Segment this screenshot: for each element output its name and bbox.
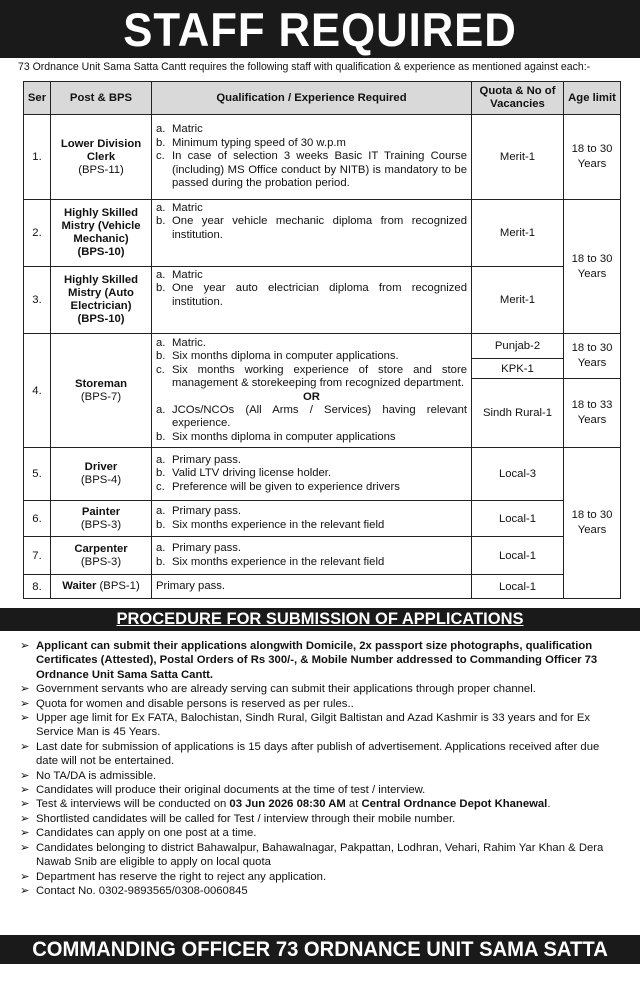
col-header-quota: Quota & No of Vacancies: [472, 82, 564, 115]
col-header-qualification: Qualification / Experience Required: [152, 82, 472, 115]
qual-letter: a.: [156, 542, 166, 555]
qual-text: JCOs/NCOs (All Arms / Services) having relevant experience.: [172, 403, 467, 430]
qual-letter: a.: [156, 202, 166, 214]
qual-letter: b.: [156, 215, 166, 228]
row-qualification: Primary pass.: [152, 575, 472, 599]
qual-text: Six months experience in the relevant field: [172, 518, 385, 531]
footer-title: COMMANDING OFFICER 73 ORDNANCE UNIT SAMA SATTA CANTT: [32, 937, 608, 986]
qual-letter: b.: [156, 350, 166, 363]
qual-letter: a.: [156, 123, 166, 136]
post-title: Lower Division Clerk: [60, 137, 142, 163]
page-title: STAFF REQUIRED: [123, 3, 517, 56]
qual-letter: b.: [156, 555, 166, 568]
table-row: [24, 537, 621, 575]
row-age-limit: 18 to 30 Years: [564, 115, 621, 200]
row-serial: 1.: [24, 115, 51, 200]
table-row: [24, 448, 621, 501]
table-row: [24, 115, 621, 200]
qual-text: Six months experience in the relevant field: [172, 555, 385, 568]
post-title: Waiter: [62, 580, 97, 592]
list-item-test-schedule: ➢ Test & interviews will be conducted on 03 Jun 2026 08:30 AM at Central Ordnance Depot Khanewal.: [20, 798, 551, 811]
row-serial: 8.: [24, 575, 51, 599]
arrow-bullet-icon: ➢: [20, 798, 30, 811]
row-post: [51, 200, 152, 267]
intro-text: 73 Ordnance Unit Sama Satta Cantt requires the following staff with qualification & experience as mentioned against each:-: [18, 61, 591, 73]
table-row: [24, 575, 621, 599]
table-row: [24, 267, 621, 334]
row-qualification: [152, 115, 472, 200]
post-bps: (BPS-4): [80, 474, 122, 486]
row-post: [51, 448, 152, 501]
row-quota: Local-1: [472, 537, 564, 575]
list-item: ➢ Candidates will produce their original documents at the time of test / interview.: [20, 784, 426, 797]
post-bps: (BPS-11): [78, 163, 124, 176]
row-post: [51, 115, 152, 200]
arrow-bullet-icon: ➢: [20, 640, 30, 652]
staff-table: [23, 81, 621, 599]
qual-letter: a.: [156, 269, 166, 281]
list-item: ➢ Department has reserve the right to reject any application.: [20, 870, 327, 883]
quota-punjab: Punjab-2: [472, 334, 564, 359]
list-item: ➢ No TA/DA is admissible.: [20, 769, 157, 782]
qual-text: Matric: [172, 269, 203, 281]
arrow-bullet-icon: ➢: [20, 870, 30, 883]
row-qualification: [152, 267, 472, 334]
list-item: ➢ Shortlisted candidates will be called for Test / interview through their mobile number.: [20, 812, 456, 825]
arrow-bullet-icon: ➢: [20, 769, 30, 782]
list-item: ➢ Applicant can submit their applications alongwith Domicile, 2x passport size photographs, qualification Certificates (Attested), Postal Orders of Rs 300/-, & Mobile Number addressed to Commanding Officer 73 Ordnance Unit Sama Satta Cantt.: [20, 640, 598, 681]
quota-sindh-rural: Sindh Rural-1: [472, 379, 564, 448]
procedure-title: PROCEDURE FOR SUBMISSION OF APPLICATIONS: [116, 610, 524, 628]
list-item-contact: ➢ Contact No. 0302-9893565/0308-0060845: [20, 884, 248, 897]
row-serial: 5.: [24, 448, 51, 501]
test-date: 03 Jun 2026 08:30 AM: [229, 798, 346, 811]
qual-letter: b.: [156, 136, 166, 149]
col-header-age: Age limit: [564, 82, 621, 115]
row-age-limit: 18 to 30 Years: [564, 334, 621, 379]
row-quota: Local-3: [472, 448, 564, 501]
arrow-bullet-icon: ➢: [20, 683, 30, 696]
arrow-bullet-icon: ➢: [20, 812, 30, 825]
row-serial: 4.: [24, 334, 51, 448]
arrow-bullet-icon: ➢: [20, 740, 30, 753]
post-title: Highly Skilled Mistry (Auto Electrician): [63, 274, 139, 312]
post-title: Storeman: [74, 377, 128, 390]
qual-letter: b.: [156, 518, 166, 531]
procedure-list: [20, 639, 624, 898]
qual-letter: c.: [156, 363, 165, 376]
row-post: [51, 537, 152, 575]
qual-text: Preference will be given to experience drivers: [172, 480, 400, 493]
row-quota: Merit-1: [472, 200, 564, 267]
qual-text: In case of selection 3 weeks Basic IT Training Course (including) MS Office conduct by NITB) is mandatory to be passed during the probation period.: [172, 150, 467, 190]
post-title: Painter: [81, 505, 121, 518]
qual-text: Primary pass.: [172, 505, 242, 518]
qual-text: Primary pass.: [172, 542, 242, 555]
post-bps: (BPS-3): [80, 518, 122, 531]
qual-text: Six months diploma in computer applications.: [172, 350, 399, 363]
qual-text: Matric: [172, 202, 203, 214]
row-qualification: [152, 334, 472, 448]
list-item: ➢ Upper age limit for Ex FATA, Balochistan, Sindh Rural, Gilgit Baltistan and Azad Kashmir is 33 years and for Ex Service Man is 45 Years.: [20, 712, 591, 739]
arrow-bullet-icon: ➢: [20, 827, 30, 840]
row-quota: Merit-1: [472, 115, 564, 200]
row-post: [51, 334, 152, 448]
arrow-bullet-icon: ➢: [20, 784, 30, 797]
row-quota: Local-1: [472, 575, 564, 599]
qual-letter: a.: [156, 403, 166, 416]
row-quota: Merit-1: [472, 267, 564, 334]
row-qualification: [152, 537, 472, 575]
row-serial: 6.: [24, 501, 51, 537]
arrow-bullet-icon: ➢: [20, 884, 30, 897]
qual-letter: a.: [156, 453, 166, 466]
post-bps: (BPS-10): [77, 246, 125, 258]
qual-letter: c.: [156, 480, 165, 493]
qual-text: Six months diploma in computer applications: [172, 430, 396, 443]
list-item: ➢ Government servants who are already serving can submit their applications through proper channel.: [20, 683, 536, 696]
qual-text: Minimum typing speed of 30 w.p.m: [172, 136, 346, 149]
arrow-bullet-icon: ➢: [20, 841, 30, 854]
qual-text: One year vehicle mechanic diploma from recognized institution.: [172, 215, 467, 241]
qual-letter: c.: [156, 150, 165, 163]
row-age-limit: 18 to 33 Years: [564, 379, 621, 448]
qual-letter: a.: [156, 336, 166, 349]
list-item: ➢ Quota for women and disable persons is reserved as per rules..: [20, 697, 354, 710]
post-title: Carpenter: [74, 542, 128, 555]
row-qualification: [152, 200, 472, 267]
table-header-row: [24, 82, 621, 115]
row-quota: Local-1: [472, 501, 564, 537]
qual-text: One year auto electrician diploma from recognized institution.: [172, 282, 467, 308]
qual-letter: b.: [156, 430, 166, 443]
arrow-bullet-icon: ➢: [20, 697, 30, 710]
qual-text: Valid LTV driving license holder.: [172, 467, 332, 480]
qual-text: Matric: [172, 123, 203, 136]
row-qualification: [152, 448, 472, 501]
col-header-post: Post & BPS: [51, 82, 152, 115]
qual-text: Primary pass.: [172, 453, 242, 466]
row-post: [51, 267, 152, 334]
qual-letter: b.: [156, 467, 166, 480]
table-row: [24, 200, 621, 267]
row-post: [51, 575, 152, 599]
arrow-bullet-icon: ➢: [20, 712, 30, 725]
qual-letter: b.: [156, 282, 166, 295]
qual-text: Six months working experience of store and store management & storekeeping from recognized department.: [172, 363, 467, 390]
test-venue: Central Ordnance Depot Khanewal: [361, 798, 548, 811]
quota-kpk: KPK-1: [472, 359, 564, 379]
list-item: ➢ Last date for submission of applications is 15 days after publish of advertisement. Applications received after due date will not be entertained.: [20, 740, 600, 768]
post-bps: (BPS-10): [77, 313, 125, 325]
post-title: Driver: [84, 461, 118, 473]
post-bps: (BPS-7): [80, 390, 122, 403]
table-row: [24, 334, 621, 359]
qual-text: Matric.: [172, 336, 206, 349]
post-bps: (BPS-3): [80, 555, 122, 568]
row-serial: 3.: [24, 267, 51, 334]
row-age-limit: 18 to 30 Years: [564, 200, 621, 334]
row-serial: 7.: [24, 537, 51, 575]
row-qualification: [152, 501, 472, 537]
or-separator: OR: [303, 390, 320, 403]
post-bps: (BPS-1): [99, 580, 140, 592]
table-row: [24, 501, 621, 537]
list-item: ➢ Candidates can apply on one post at a time.: [20, 827, 257, 840]
post-title: Highly Skilled Mistry (Vehicle Mechanic): [61, 207, 141, 245]
qual-letter: a.: [156, 505, 166, 518]
row-post: [51, 501, 152, 537]
row-serial: 2.: [24, 200, 51, 267]
row-age-limit: 18 to 30 Years: [564, 448, 621, 599]
col-header-ser: Ser: [24, 82, 51, 115]
list-item: ➢ Candidates belonging to district Bahawalpur, Bahawalnagar, Pakpattan, Lodhran, Vehari, Rahim Yar Khan & Dera Nawab Snib are eligible to apply on local quota: [20, 841, 604, 869]
